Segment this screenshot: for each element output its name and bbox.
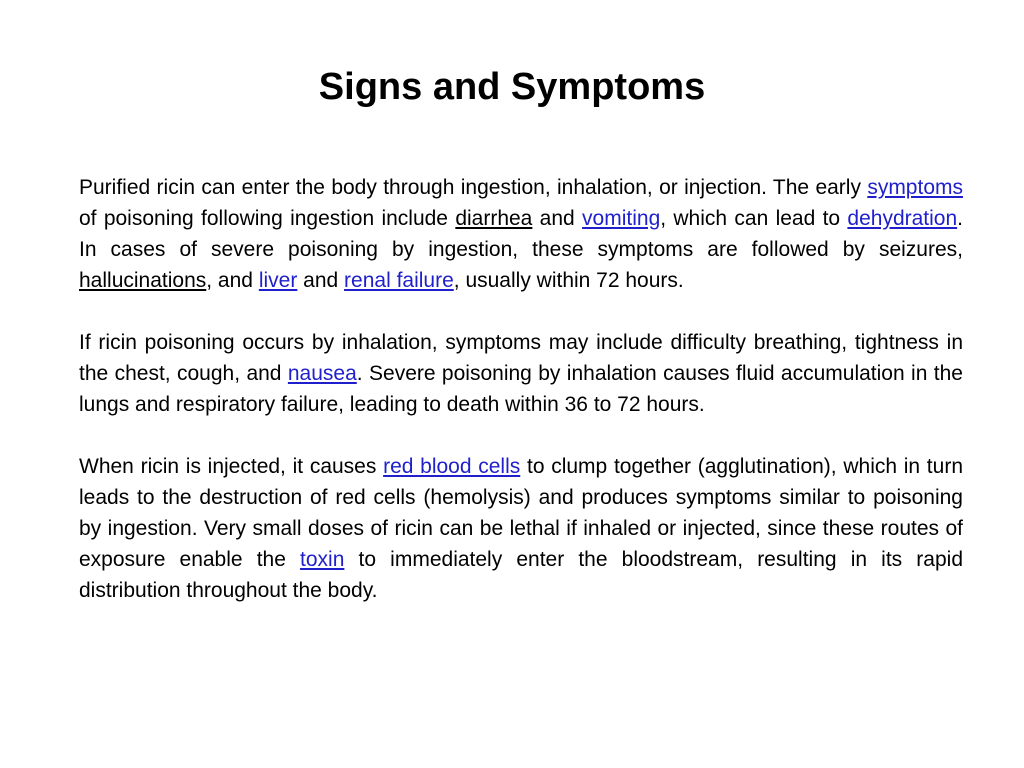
text-segment: to immediately enter the bloodstream, resulting in its rapid distribution throughout the body.: [79, 548, 963, 602]
paragraph-injection: [79, 451, 963, 606]
text-segment: and: [297, 269, 345, 292]
term-hallucinations: hallucinations: [79, 269, 207, 292]
link-toxin[interactable]: toxin: [300, 548, 345, 571]
text-segment: . Severe poisoning by inhalation causes fluid accumulation in the lungs and respiratory failure, leading to death within 36 to 72 hours.: [79, 362, 963, 416]
link-renal-failure[interactable]: renal failure: [344, 269, 454, 292]
term-diarrhea: diarrhea: [455, 207, 533, 230]
text-segment: , which can lead to: [660, 207, 848, 230]
slide-title: Signs and Symptoms: [318, 66, 706, 108]
link-liver[interactable]: liver: [258, 269, 298, 292]
text-segment: to clump together (agglutination), which in turn leads to the destruction of red cells (hemolysis) and produces symptoms similar to poisoning by ingestion. Very small doses of ricin can be lethal if inhaled or injected, since these routes of exposure enable the: [79, 455, 963, 571]
text-segment: When ricin is injected, it causes: [79, 455, 384, 478]
paragraph-inhalation: [79, 327, 963, 420]
text-segment: , usually within 72 hours.: [453, 269, 684, 292]
link-symptoms[interactable]: symptoms: [867, 176, 963, 199]
text-segment: and: [532, 207, 583, 230]
link-dehydration[interactable]: dehydration: [847, 207, 958, 230]
link-vomiting[interactable]: vomiting: [582, 207, 661, 230]
text-segment: If ricin poisoning occurs by inhalation, symptoms may include difficulty breathing, tightness in the chest, cough, and: [79, 331, 963, 385]
link-nausea[interactable]: nausea: [287, 362, 357, 385]
link-red-blood-cells[interactable]: red blood cells: [383, 455, 521, 478]
text-segment: . In cases of severe poisoning by ingestion, these symptoms are followed by seizures,: [79, 207, 963, 261]
text-segment: Purified ricin can enter the body through ingestion, inhalation, or injection. The early: [79, 176, 868, 199]
paragraph-ingestion: [79, 172, 963, 296]
text-segment: , and: [206, 269, 259, 292]
slide-body: [79, 172, 963, 637]
text-segment: of poisoning following ingestion include: [79, 207, 456, 230]
